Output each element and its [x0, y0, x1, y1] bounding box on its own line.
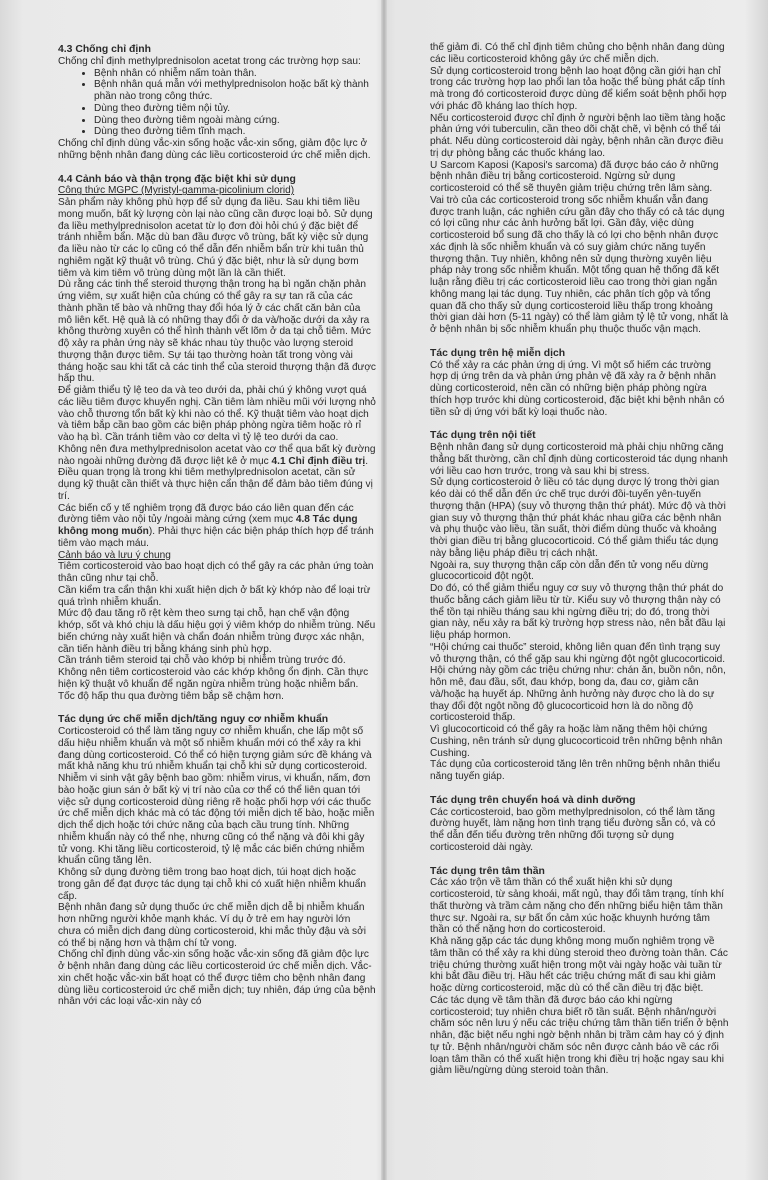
paragraph: Không sử dụng đường tiêm trong bao hoạt dịch, túi hoạt dịch hoặc trong gân để đạt được tác dụng tại chỗ khi có xuất hiện nhiễm khuẩn cấp.: [58, 867, 366, 902]
text-run: Không nên đưa methylprednisolon acetat vào cơ thể qua bất kỳ đường nào ngoài những đường đã được liệt kê ở mục: [58, 443, 376, 467]
list-item: • Dùng theo đường tiêm ngoài màng cứng.: [94, 115, 376, 127]
section-4-3-heading: 4.3 Chống chỉ định: [58, 44, 151, 55]
paragraph: Tác dụng của corticosteroid tăng lên trên những bệnh nhân thiểu năng tuyến giáp.: [430, 759, 721, 782]
paragraph: Dù rằng các tinh thể steroid thượng thận trong hạ bì ngăn chặn phản ứng viêm, sự xuất hiện của chúng có thể gây ra sự tan rã của các thành phần tế bào và những thay đổi hóa lý ở các chất căn bản của mô liên kết. Hệ quả là có những thay đổi ở da và/hoặc dưới da xảy ra không thường xuyên có thể hình thành vết lõm ở da tại chỗ tiêm. Mức độ xảy ra phản ứng này sẽ khác nhau tùy thuộc vào lượng steroid thượng thận được tiêm. Sự tái tạo thường hoàn tất trong vòng vài tháng hoặc sau khi tất cả các tinh thể của steroid thượng thận đã được hấp thu.: [58, 279, 376, 385]
paragraph: [58, 444, 376, 503]
text-run: . Điều quan trọng là trong khi tiêm methylprednisolon acetat, cần sử dụng kỹ thuật cần thiết và thực hiện cẩn thận để đảm bảo tiêm đúng vị trí.: [58, 455, 373, 502]
paragraph: Do đó, có thể giảm thiểu nguy cơ suy vỏ thượng thận thứ phát do thuốc bằng cách giảm liều từ từ. Kiểu suy vỏ thượng thận này có thể tồn tại nhiều tháng sau khi ngừng điều trị; do đó, trong thời gian này, nếu xảy ra bất kỳ trường hợp stress nào, nên bắt đầu lại liệu pháp hormon.: [430, 583, 726, 641]
paragraph: Sản phẩm này không phù hợp để sử dụng đa liều. Sau khi tiêm liều mong muốn, bất kỳ lượng còn lại nào cũng cần được loại bỏ. Sử dụng đa liều methylprednisolon acetat từ lọ đơn đòi hỏi chú ý đặc biệt để tránh nhiễm bẩn. Mặc dù ban đầu được vô trùng, bất kỳ việc sử dụng đa liều nào từ các lọ cũng có thể dẫn đến nhiễm bẩn trừ khi tuân thủ nghiêm ngặt kỹ thuật vô trùng. Chú ý đặc biệt, như là sử dụng bơm tiêm và kim tiêm vô trùng dùng một lần là cần thiết.: [58, 197, 373, 279]
paragraph: Vì glucocorticoid có thể gây ra hoặc làm nặng thêm hội chứng Cushing, nên tránh sử dụng glucocorticoid trên những bệnh nhân Cushing.: [430, 724, 723, 759]
paragraph: Chống chỉ định dùng vắc-xin sống hoặc vắc-xin sống đã giảm độc lực ở bệnh nhân đang dùng các liều corticosteroid ức chế miễn dịch. Vắc-xin chết hoặc vắc-xin bất hoạt có thể được tiêm cho bệnh nhân đang dùng liều corticosteroid ức chế miễn dịch; tuy nhiên, đáp ứng của bệnh nhân với các loại vắc-xin này có: [58, 949, 376, 1008]
contraindication-list: [58, 68, 376, 139]
section-4-3-intro: Chống chỉ định methylprednisolon acetat trong các trường hợp sau:: [58, 55, 361, 67]
paragraph: Để giảm thiểu tỷ lệ teo da và teo dưới da, phải chú ý không vượt quá các liều tiêm được khuyến nghị. Cần tiêm làm nhiều mũi với lượng nhỏ vào chỗ thương tổn bất kỳ khi nào có thể. Kỹ thuật tiêm vào hoạt dịch và tiêm bắp cần bao gồm các biện pháp phòng ngừa tiêm hoặc rò rỉ vào hạ bì. Cần tránh tiêm vào cơ delta vì tỷ lệ teo dưới da cao.: [58, 385, 376, 443]
paragraph: Khả năng gặp các tác dụng không mong muốn nghiêm trọng về tâm thần có thể xảy ra khi dùng steroid theo đường toàn thân. Các triệu chứng thường xuất hiện trong một vài ngày hoặc vài tuần từ khi bắt đầu điều trị. Hầu hết các triệu chứng mất đi sau khi giảm hoặc dừng corticosteroid, mặc dù có thể cần điều trị đặc biệt.: [430, 936, 728, 994]
paragraph: Sử dụng corticosteroid ở liều có tác dụng dược lý trong thời gian kéo dài có thể dẫn đến ức chế trục dưới đồi-tuyến yên-tuyến thượng thận (HPA) (suy vỏ thượng thận thứ phát). Mức độ và thời gian suy vỏ thượng thận thứ phát khác nhau giữa các bệnh nhân và phụ thuộc vào liều, tần suất, thời điểm dùng thuốc và khoảng thời gian điều trị bằng glucocorticoid. Có thể giảm thiểu tác dụng này bằng liệu pháp điều trị cách nhật.: [430, 477, 726, 559]
section-4-4-heading: 4.4 Cảnh báo và thận trọng đặc biệt khi sử dụng: [58, 173, 296, 185]
paragraph: Sử dụng corticosteroid trong bệnh lao hoạt động cần giới hạn chỉ trong các trường hợp lao phổi lan tỏa hoặc thể bùng phát cấp tính mà trong đó corticosteroid được dùng để kiểm soát bệnh phối hợp với phác đồ kháng lao thích hợp.: [430, 65, 727, 112]
paragraph: thể giảm đi. Có thể chỉ định tiêm chủng cho bệnh nhân đang dùng các liều corticosteroid không gây ức chế miễn dịch.: [430, 42, 725, 65]
paragraph: Vai trò của các corticosteroid trong sốc nhiễm khuẩn vẫn đang được tranh luận, các nghiên cứu gần đây cho thấy có cả tác dụng có lợi cũng như các ảnh hưởng bất lợi. Gần đây, việc dùng corticosteroid bổ sung đã cho thấy là có lợi cho bệnh nhân được xác định là sốc nhiễm khuẩn và có suy giảm chức năng tuyến thượng thận. Tuy nhiên, không nên sử dụng thường xuyên liệu pháp này trong sốc nhiễm khuẩn. Một tổng quan hệ thống đã kết luận rằng điều trị các corticosteroid liều cao trong thời gian ngắn không mang lại tác dụng. Tuy nhiên, các phân tích gộp và tổng quan đã cho thấy sử dụng corticosteroid liều thấp trong khoảng thời gian dài hơn (5-11 ngày) có thể làm giảm tỷ lệ tử vong, nhất là ở bệnh nhân bị sốc nhiễm khuẩn phụ thuộc thuốc vận mạch.: [430, 194, 729, 335]
paragraph: Bệnh nhân đang sử dụng corticosteroid mà phải chịu những căng thẳng bất thường, cần chỉ định dùng corticosteroid tác dụng nhanh với liều cao hơn trước, trong và sau khi bị stress.: [430, 442, 728, 477]
paragraph: Cần tránh tiêm steroid tại chỗ vào khớp bị nhiễm trùng trước đó. Không nên tiêm corticosteroid vào các khớp không ổn định. Cần thực hiện kỹ thuật vô khuẩn để ngăn ngừa nhiễm trùng hoặc nhiễm bẩn.: [58, 655, 369, 690]
right-column: [430, 42, 730, 1162]
paragraph: Các corticosteroid, bao gồm methylprednisolon, có thể làm tăng đường huyết, làm nặng hơn tình trạng tiểu đường sẵn có, và có thể dẫn đến tiểu đường trên những đối tượng sử dụng corticosteroid dài ngày.: [430, 806, 716, 853]
paragraph: [58, 503, 376, 550]
paragraph: Corticosteroid có thể làm tăng nguy cơ nhiễm khuẩn, che lấp một số dấu hiệu nhiễm khuẩn và một số nhiễm khuẩn mới có thể xảy ra khi đang dùng corticosteroid. Có thể có hiện tượng giảm sức đề kháng và mất khả năng khu trú nhiễm khuẩn tại chỗ khi sử dụng corticosteroid. Nhiễm vi sinh vật gây bệnh bao gồm: nhiễm virus, vi khuẩn, nấm, đơn bào hoặc giun sán ở bất kỳ vị trí nào của cơ thể có thể liên quan tới việc sử dụng corticosteroid dùng riêng rẽ hoặc phối hợp với các thuốc ức chế miễn dịch khác mà có tác động tới miễn dịch tế bào, hoặc miễn dịch thể dịch hoặc tới chức năng của bạch cầu trung tính. Những nhiễm khuẩn này có thể nhẹ, nhưng cũng có thể nặng và đôi khi gây tử vong. Khi tăng liều corticosteroid, tỷ lệ mắc các biến chứng nhiễm khuẩn cũng tăng lên.: [58, 726, 375, 867]
section-ref: 4.8 Tác dụng không mong muốn: [58, 514, 358, 537]
list-item: • Bệnh nhân quá mẫn với methylprednisolon hoặc bất kỳ thành phần nào trong công thức.: [94, 79, 376, 103]
paragraph: Các xáo trộn về tâm thần có thể xuất hiện khi sử dụng corticosteroid, từ sảng khoái, mất ngủ, thay đổi tâm trạng, tính khí thất thường và trầm cảm nặng cho đến những biểu hiện tâm thần thực sự. Ngoài ra, sự bất ổn cảm xúc hoặc khuynh hướng tâm thần có thể nặng hơn do corticosteroid.: [430, 877, 725, 936]
list-item: • Dùng theo đường tiêm nội tủy.: [94, 103, 376, 115]
paragraph: Có thể xảy ra các phản ứng dị ứng. Vì một số hiếm các trường hợp dị ứng trên da và phản ứng phản vệ đã xảy ra ở bệnh nhân dùng corticosteroid, nên cần có những biện pháp phòng ngừa thích hợp trước khi dùng corticosteroid, đặc biệt khi bệnh nhân có tiền sử dị ứng với bất kỳ loại thuốc nào.: [430, 359, 725, 418]
paragraph: U Sarcom Kaposi (Kaposi's sarcoma) đã được báo cáo ở những bệnh nhân điều trị bằng corticosteroid. Ngừng sử dụng corticosteroid có thể sẽ thuyên giảm triệu chứng trên lâm sàng.: [430, 159, 719, 194]
list-item: • Dùng theo đường tiêm tĩnh mạch.: [94, 126, 376, 138]
paragraph: Tiêm corticosteroid vào bao hoạt dịch có thể gây ra các phản ứng toàn thân cũng như tại chỗ.: [58, 561, 374, 584]
immunosuppression-heading: Tác dụng ức chế miễn dịch/tăng nguy cơ nhiễm khuẩn: [58, 714, 329, 726]
paragraph: Bệnh nhân đang sử dụng thuốc ức chế miễn dịch dễ bị nhiễm khuẩn hơn những người khỏe mạnh khác. Ví dụ ở trẻ em hay người lớn chưa có miễn dịch đang dùng corticosteroid, khi mắc thủy đậu và sởi có thể bị nặng hơn và thậm chí tử vong.: [58, 902, 366, 949]
section-ref: 4.1 Chỉ định điều trị: [271, 455, 366, 467]
paragraph: Các tác dụng về tâm thần đã được báo cáo khi ngừng corticosteroid; tuy nhiên chưa biết rõ tần suất. Bệnh nhân/người chăm sóc nên lưu ý nếu các triệu chứng tâm thần tiến triển ở bệnh nhân, đặc biệt nếu nghi ngờ bệnh nhân bị trầm cảm hay có ý định tự tử. Bệnh nhân/người chăm sóc nên được cảnh báo về các rối loạn tâm thần có thể xuất hiện trong khi điều trị hoặc ngay sau khi giảm liều/ngừng dùng steroid toàn thân.: [430, 994, 729, 1077]
warning-subheading: Cảnh báo và lưu ý chung: [58, 549, 171, 561]
paragraph: Nếu corticosteroid được chỉ định ở người bệnh lao tiềm tàng hoặc phản ứng với tuberculin, cần theo dõi chặt chẽ, vì bệnh có thể tái phát. Nếu dùng corticosteroid dài ngày, bệnh nhân cần được điều trị dự phòng bằng các thuốc kháng lao.: [430, 112, 726, 159]
page-fold: [381, 0, 387, 1180]
text-run: ). Phải thực hiện các biện pháp thích hợp để tránh tiêm vào mạch máu.: [58, 526, 374, 549]
section-4-3-outro: Chống chỉ định dùng vắc-xin sống hoặc vắc-xin sống, giảm độc lực ở những bệnh nhân đang dùng các liều corticosteroid ức chế miễn dịch.: [58, 138, 371, 161]
paragraph: Tốc độ hấp thu qua đường tiêm bắp sẽ chậm hơn.: [58, 690, 284, 702]
left-column: [58, 44, 376, 1164]
paragraph: Cần kiểm tra cẩn thận khi xuất hiện dịch ở bất kỳ khớp nào để loại trừ quá trình nhiễm khuẩn.: [58, 584, 371, 608]
paragraph: Mức độ đau tăng rõ rệt kèm theo sưng tại chỗ, hạn chế vận động khớp, sốt và khó chịu là dấu hiệu gợi ý viêm khớp do nhiễm trùng. Nếu biến chứng này xuất hiện và chẩn đoán nhiễm trùng được xác nhận, cần tiến hành điều trị bằng kháng sinh phù hợp.: [58, 608, 376, 655]
formula-subheading: Công thức MGPC (Myristyl-gamma-picolinium clorid): [58, 185, 295, 197]
paragraph: Ngoài ra, suy thượng thận cấp còn dẫn đến tử vong nếu dừng glucocorticoid đột ngột.: [430, 559, 709, 583]
list-item: • Bệnh nhân có nhiễm nấm toàn thân.: [94, 68, 376, 80]
endocrine-heading: Tác dụng trên nội tiết: [430, 430, 536, 442]
psychiatric-heading: Tác dụng trên tâm thần: [430, 865, 545, 877]
immune-system-heading: Tác dụng trên hệ miễn dịch: [430, 347, 566, 359]
paragraph: “Hội chứng cai thuốc” steroid, không liên quan đến tình trạng suy vỏ thượng thận, có thể gặp sau khi ngừng đột ngột glucocorticoid. Hội chứng này gồm các triệu chứng như: chán ăn, buồn nôn, nôn, hôn mê, đau đầu, sốt, đau khớp, bong da, đau cơ, giảm cân và/hoặc hạ huyết áp. Những ảnh hưởng này được cho là do sự thay đổi đột ngột nồng độ glucocorticoid hơn là do nồng độ corticosteroid thấp.: [430, 641, 726, 724]
metabolism-heading: Tác dụng trên chuyển hoá và dinh dưỡng: [430, 794, 636, 806]
text-run: Các biến cố y tế nghiêm trọng đã được báo cáo liên quan đến các đường tiêm vào nội tủy /ngoài màng cứng (xem mục: [58, 502, 354, 526]
